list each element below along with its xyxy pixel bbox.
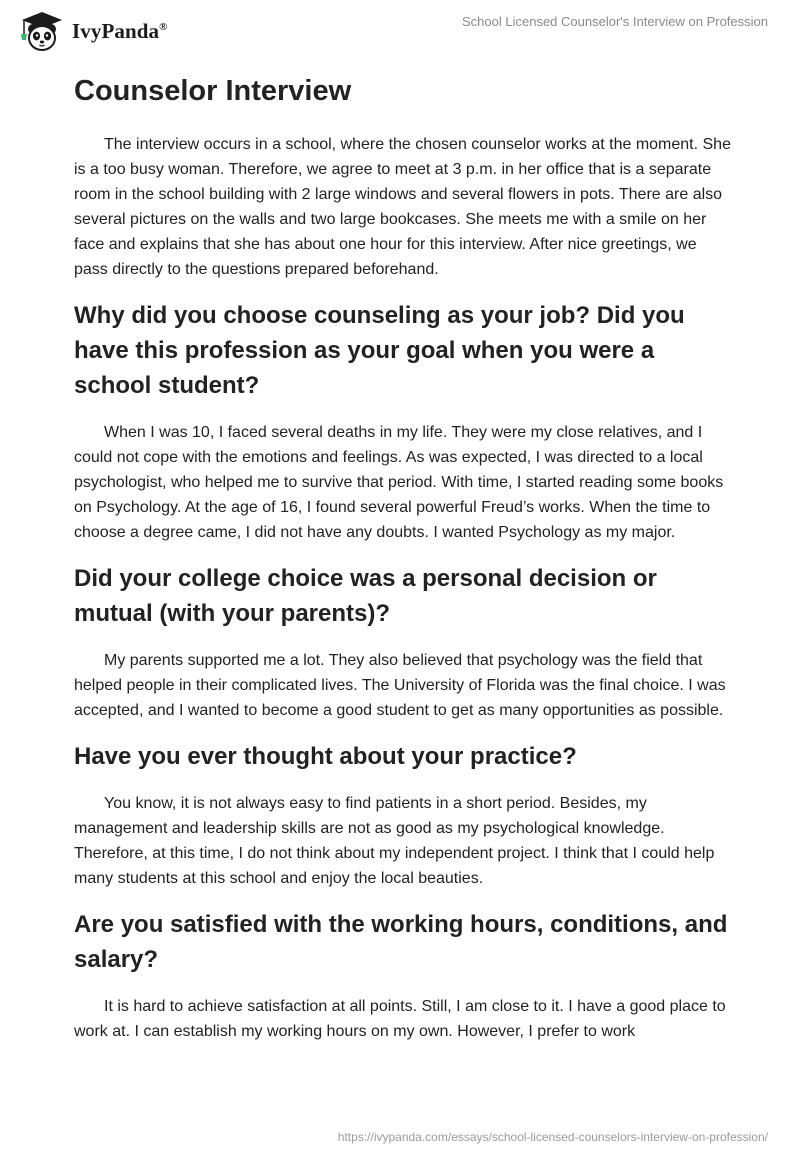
question-heading: Did your college choice was a personal decision or mutual (with your parents)? (74, 565, 657, 627)
document-title: School Licensed Counselor's Interview on Profession (462, 14, 768, 29)
answer-paragraph: It is hard to achieve satisfaction at all points. Still, I am close to it. I have a good place to work at. I can establish my working hours on my own. However, I prefer to work (74, 998, 726, 1040)
logo-wordmark: IvyPanda® (72, 18, 168, 43)
answer-paragraph: You know, it is not always easy to find patients in a short period. Besides, my management and leadership skills are not as good as my psychological knowledge. Therefore, at this time, I do not think about my independent project. I think that I could help many students at this school and enjoy the local beauties. (74, 795, 715, 887)
question-heading: Are you satisfied with the working hours, conditions, and salary? (74, 911, 728, 973)
question-heading: Why did you choose counseling as your job? Did you have this profession as your goal when you were a school student? (74, 302, 685, 399)
answer-paragraph: My parents supported me a lot. They also believed that psychology was the field that helped people in their complicated lives. The University of Florida was the final choice. I was accepted, and I wanted to become a good student to get as many opportunities as possible. (74, 652, 726, 719)
source-url[interactable]: https://ivypanda.com/essays/school-licensed-counselors-interview-on-profession/ (337, 1130, 768, 1144)
article-body (74, 72, 734, 1044)
page-title: Counselor Interview (74, 75, 352, 107)
intro-paragraph: The interview occurs in a school, where the chosen counselor works at the moment. She is a too busy woman. Therefore, we agree to meet at 3 p.m. in her office that is a separate room in the school building with 2 large windows and several flowers in pots. There are also several pictures on the walls and two large bookcases. She meets me with a smile on her face and explains that she has about one hour for this interview. After nice greetings, we pass directly to the questions prepared beforehand. (74, 136, 731, 278)
panda-graduation-cap-icon (14, 8, 66, 54)
answer-paragraph: When I was 10, I faced several deaths in my life. They were my close relatives, and I could not cope with the emotions and feelings. As was expected, I was directed to a local psychologist, who helped me to survive that period. With time, I started reading some books on Psychology. At the age of 16, I found several powerful Freud’s works. When the time to choose a degree came, I did not have any doubts. I wanted Psychology as my major. (74, 424, 724, 541)
ivypanda-logo[interactable] (14, 8, 168, 54)
page-header (0, 0, 800, 60)
question-heading: Have you ever thought about your practice? (74, 743, 577, 770)
